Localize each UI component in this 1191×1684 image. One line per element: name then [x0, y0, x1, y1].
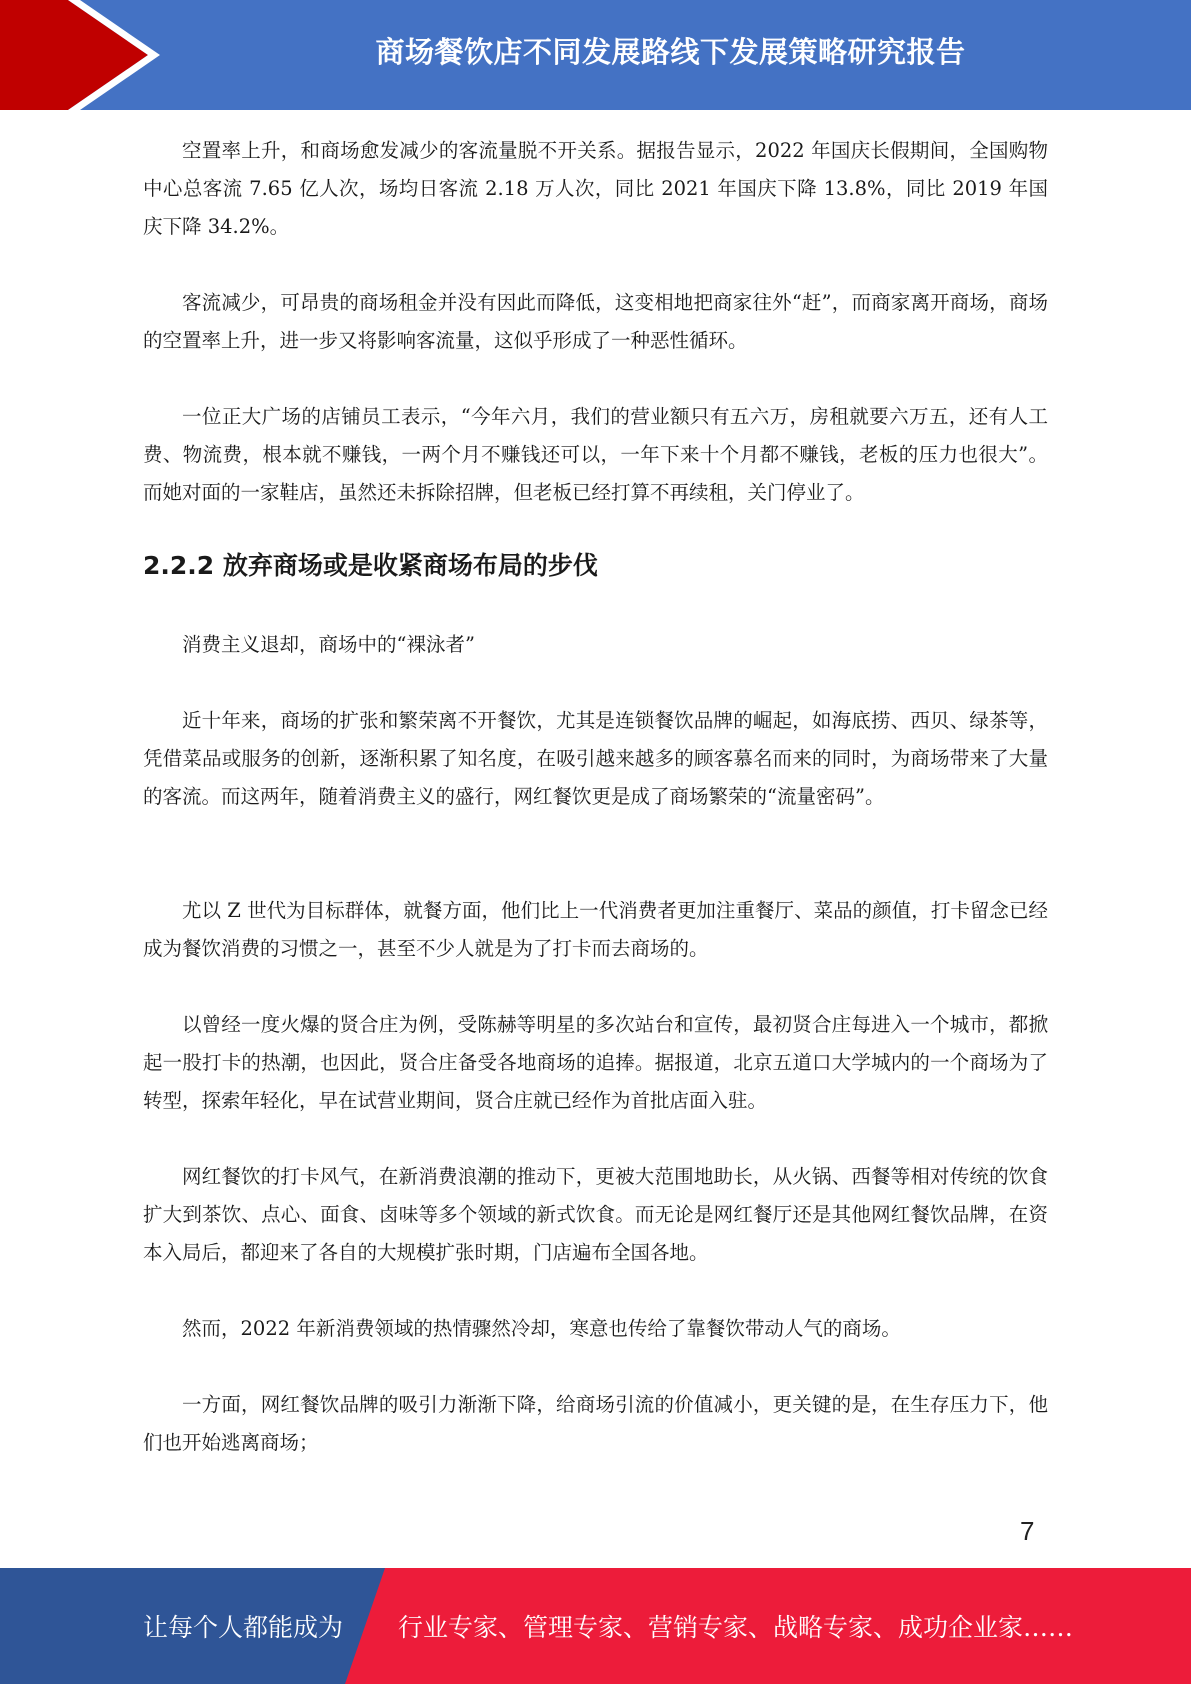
footer-slogan-right: 行业专家、管理专家、营销专家、战略专家、成功企业家……	[398, 1613, 1074, 1642]
body-paragraph: 网红餐饮的打卡风气，在新消费浪潮的推动下，更被大范围地助长，从火锅、西餐等相对传统的饮食扩大到茶饮、点心、面食、卤味等多个领域的新式饮食。而无论是网红餐厅还是其他网红餐饮品牌，在资本入局后，都迎来了各自的大规模扩张时期，门店遍布全国各地。	[143, 1165, 1048, 1264]
section-heading: 2.2.2 放弃商场或是收紧商场布局的步伐	[143, 551, 598, 580]
body-paragraph: 客流减少，可昂贵的商场租金并没有因此而降低，这变相地把商家往外“赶”，而商家离开商场，商场的空置率上升，进一步又将影响客流量，这似乎形成了一种恶性循环。	[143, 291, 1048, 352]
body-paragraph: 以曾经一度火爆的贤合庄为例，受陈赫等明星的多次站台和宣传，最初贤合庄每进入一个城市，都掀起一股打卡的热潮，也因此，贤合庄备受各地商场的追捧。据报道，北京五道口大学城内的一个商场为了转型，探索年轻化，早在试营业期间，贤合庄就已经作为首批店面入驻。	[143, 1013, 1048, 1112]
page-number: 7	[1020, 1516, 1035, 1546]
page-footer	[0, 1568, 1191, 1684]
body-paragraph: 一方面，网红餐饮品牌的吸引力渐渐下降，给商场引流的价值减小，更关键的是，在生存压力下，他们也开始逃离商场；	[143, 1393, 1048, 1454]
body-paragraph: 消费主义退却，商场中的“裸泳者”	[182, 633, 475, 656]
body-paragraph: 尤以 Z 世代为目标群体，就餐方面，他们比上一代消费者更加注重餐厅、菜品的颜值，打卡留念已经成为餐饮消费的习惯之一，甚至不少人就是为了打卡而去商场的。	[143, 899, 1048, 960]
document-title: 商场餐饮店不同发展路线下发展策略研究报告	[375, 34, 966, 69]
footer-slogan-left: 让每个人都能成为	[143, 1613, 344, 1642]
body-paragraph: 然而，2022 年新消费领域的热情骤然冷却，寒意也传给了靠餐饮带动人气的商场。	[182, 1317, 901, 1340]
body-paragraph: 空置率上升，和商场愈发减少的客流量脱不开关系。据报告显示，2022 年国庆长假期间，全国购物中心总客流 7.65 亿人次，场均日客流 2.18 万人次，同比 2021 年国庆下降 13.8%，同比 2019 年国庆下降 34.2%。	[143, 139, 1048, 238]
body-paragraph: 近十年来，商场的扩张和繁荣离不开餐饮，尤其是连锁餐饮品牌的崛起，如海底捞、西贝、绿茶等，凭借菜品或服务的创新，逐渐积累了知名度，在吸引越来越多的顾客慕名而来的同时，为商场带来了大量的客流。而这两年，随着消费主义的盛行，网红餐饮更是成了商场繁荣的“流量密码”。	[143, 709, 1048, 808]
body-paragraph: 一位正大广场的店铺员工表示，“今年六月，我们的营业额只有五六万，房租就要六万五，还有人工费、物流费，根本就不赚钱，一两个月不赚钱还可以，一年下来十个月都不赚钱，老板的压力也很大”。而她对面的一家鞋店，虽然还未拆除招牌，但老板已经打算不再续租，关门停业了。	[143, 405, 1048, 504]
header-chevron-decoration	[0, 0, 160, 110]
page-header	[0, 0, 1191, 110]
chevron-red-block	[0, 0, 148, 110]
